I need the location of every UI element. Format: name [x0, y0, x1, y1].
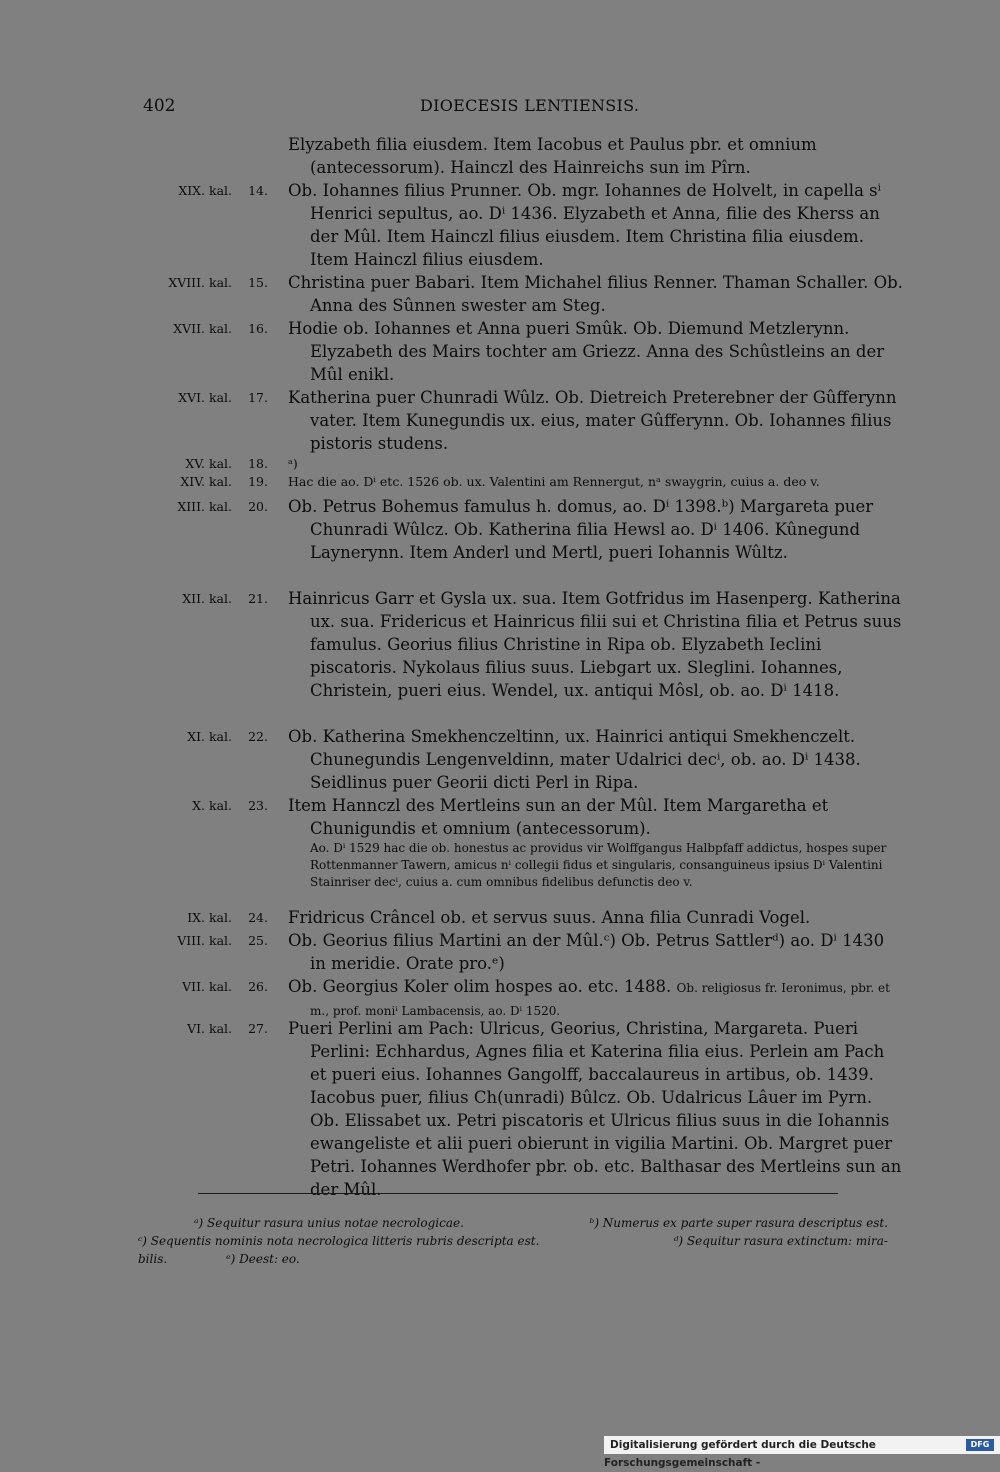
entry-number: 15. [248, 275, 268, 290]
entry [0, 317, 1000, 386]
entry-number: 25. [248, 933, 268, 948]
entry-text: Fridricus Crâncel ob. et servus suus. Anna filia Cunradi Vogel. [288, 908, 811, 927]
footnote-e: ᵉ) Deest: eo. [226, 1252, 300, 1266]
entry-number: 21. [248, 591, 268, 606]
entry [0, 386, 1000, 455]
entry-text: Ob. Iohannes filius Prunner. Ob. mgr. Iohannes de Holvelt, in capella sⁱ Henrici sepultus, ao. Dⁱ 1436. Elyzabeth et Anna, filie des Kherss an der Mûl. Item Hainczl filius eiusdem. Item Christina filia eiusdem. Item Hainczl filius eiusdem. [288, 181, 881, 269]
entry-text: Pueri Perlini am Pach: Ulricus, Georius, Christina, Margareta. Pueri Perlini: Echhardus, Agnes filia et Katerina filia eius. Perlein am Pach et pueri eius. Iohannes Gangolff, baccalaureus in artibus, ob. 1439. Iacobus puer, filius Ch(unradi) Bûlcz. Ob. Udalricus Lâuer im Pyrn. Ob. Elissabet ux. Petri piscatoris et Ulricus filius suus in die Iohannis ewangeliste et alii pueri obierunt in vigilia Martini. Ob. Margret puer Petri. Iohannes Werdhofer pbr. ob. etc. Balthasar des Mertleins sun an der Mûl. [288, 1019, 902, 1199]
entry-text [288, 975, 904, 1021]
entry-text: Ob. Katherina Smekhenczeltinn, ux. Hainrici antiqui Smekhenczelt. Chunegundis Lengenveldinn, mater Udalrici decⁱ, ob. ao. Dⁱ 1438. Seidlinus puer Georii dicti Perl in Ripa. [288, 727, 861, 792]
entry-number: 19. [248, 474, 268, 489]
page-header [0, 96, 1000, 120]
entry-text: Ob. Petrus Bohemus famulus h. domus, ao. Dⁱ 1398.ᵇ) Margareta puer Chunradi Wûlcz. Ob. Katherina filia Hewsl ao. Dⁱ 1406. Kûnegund Laynerynn. Item Anderl und Mertl, pueri Iohannis Wûltz. [288, 497, 874, 562]
entry-text: Ob. Georius filius Martini an der Mûl.ᶜ) Ob. Petrus Sattlerᵈ) ao. Dⁱ 1430 in meridie. Orate pro.ᵉ) [288, 931, 885, 973]
entry-date: XV. kal. [185, 456, 232, 471]
entry-date: XIX. kal. [178, 183, 232, 198]
entry-date: VI. kal. [187, 1021, 232, 1036]
entry-number: 24. [248, 910, 268, 925]
footnote-c: ᶜ) Sequentis nominis nota necrologica litteris rubris descripta est. [138, 1234, 540, 1248]
entry-text: Hainricus Garr et Gysla ux. sua. Item Gotfridus im Hasenperg. Katherina ux. sua. Fridericus et Hainricus filii sui et Christina filia et Petrus suus famulus. Georius filius Christine in Ripa ob. Elyzabeth Ieclini piscatoris. Nykolaus filius suus. Liebgart ux. Sleglini. Iohannes, Christein, pueri eius. Wendel, ux. antiqui Môsl, ob. ao. Dⁱ 1418. [288, 589, 902, 700]
entry-number: 18. [248, 456, 268, 471]
entry-later-note: Ao. Dⁱ 1529 hac die ob. honestus ac providus vir Wolffgangus Halbpfaff addictus, hospes super Rottenmanner Tawern, amicus nⁱ collegii fidus et singularis, consanguineus ipsius Dⁱ Valentini Stainriser decⁱ, cuius a. cum omnibus fidelibus defunctis deo v. [310, 841, 887, 889]
entry [0, 906, 1000, 929]
entry-later-note: Ob. religiosus fr. Ieronimus, pbr. et m., prof. moniⁱ Lambacensis, ao. Dⁱ 1520. [310, 981, 890, 1018]
necrology-entries [0, 133, 1000, 1201]
entry-number: 27. [248, 1021, 268, 1036]
entry-number: 14. [248, 183, 268, 198]
entry [0, 929, 1000, 975]
entry-text: Katherina puer Chunradi Wûlz. Ob. Dietreich Preterebner der Gûfferynn vater. Item Kunegundis ux. eius, mater Gûfferynn. Ob. Iohannes filius pistoris studens. [288, 388, 897, 453]
entry [0, 1017, 1000, 1201]
entry [0, 133, 1000, 179]
entry [0, 975, 1000, 1017]
entry-text: Hodie ob. Iohannes et Anna pueri Smûk. Ob. Diemund Metzlerynn. Elyzabeth des Mairs tochter am Griezz. Anna des Schûstleins an der Mûl enikl. [288, 319, 885, 384]
entry-date: XVIII. kal. [168, 275, 232, 290]
entry [0, 271, 1000, 317]
entry-date: X. kal. [192, 798, 232, 813]
footnote-d: ᵈ) Sequitur rasura extinctum: mira- [673, 1234, 888, 1248]
entry-date: XIV. kal. [180, 474, 232, 489]
entry [0, 794, 1000, 906]
funding-banner [604, 1436, 1000, 1469]
entry-text: ᵃ) [288, 456, 298, 471]
entry [0, 725, 1000, 794]
entry-date: VIII. kal. [177, 933, 232, 948]
entry [0, 473, 1000, 495]
entry-number: 16. [248, 321, 268, 336]
entry-text: Item Hannczl des Mertleins sun an der Mûl. Item Margaretha et Chunigundis et omnium (antecessorum). [288, 796, 829, 838]
entry-number: 23. [248, 798, 268, 813]
entry-text: Christina puer Babari. Item Michahel filius Renner. Thaman Schaller. Ob. Anna des Sûnnen swester am Steg. [288, 273, 903, 315]
funding-text: Digitalisierung gefördert durch die Deutsche Forschungsgemeinschaft - [604, 1439, 876, 1469]
dfg-logo-icon: DFG [966, 1439, 994, 1451]
entry-date: XI. kal. [187, 729, 232, 744]
entry-number: 22. [248, 729, 268, 744]
footnotes [138, 1214, 888, 1268]
footnote-d-continued: bilis. [138, 1252, 168, 1266]
entry [0, 179, 1000, 271]
footnote-divider [198, 1193, 838, 1194]
entry-date: XII. kal. [182, 591, 232, 606]
entry-number: 20. [248, 499, 268, 514]
footnote-b: ᵇ) Numerus ex parte super rasura descriptus est. [589, 1216, 888, 1230]
entry-date: XVII. kal. [173, 321, 232, 336]
entry-date: VII. kal. [182, 979, 232, 994]
entry-text: Hac die ao. Dⁱ etc. 1526 ob. ux. Valentini am Rennergut, nᵃ swaygrin, cuius a. deo v. [288, 474, 820, 489]
entry-text: Elyzabeth filia eiusdem. Item Iacobus et Paulus pbr. et omnium (antecessorum). Hainczl des Hainreichs sun im Pîrn. [288, 135, 817, 177]
entry-date: XIII. kal. [177, 499, 232, 514]
entry-text-main: Ob. Georgius Koler olim hospes ao. etc. 1488. [288, 977, 672, 996]
entry-date: XVI. kal. [178, 390, 232, 405]
footnote-a: ᵃ) Sequitur rasura unius notae necrologicae. [194, 1216, 464, 1230]
entry [0, 455, 1000, 473]
entry-number: 17. [248, 390, 268, 405]
entry [0, 495, 1000, 587]
running-title: DIOECESIS LENTIENSIS. [420, 96, 640, 115]
entry [0, 587, 1000, 725]
entry-date: IX. kal. [187, 910, 232, 925]
entry-number: 26. [248, 979, 268, 994]
page-number: 402 [143, 96, 176, 116]
